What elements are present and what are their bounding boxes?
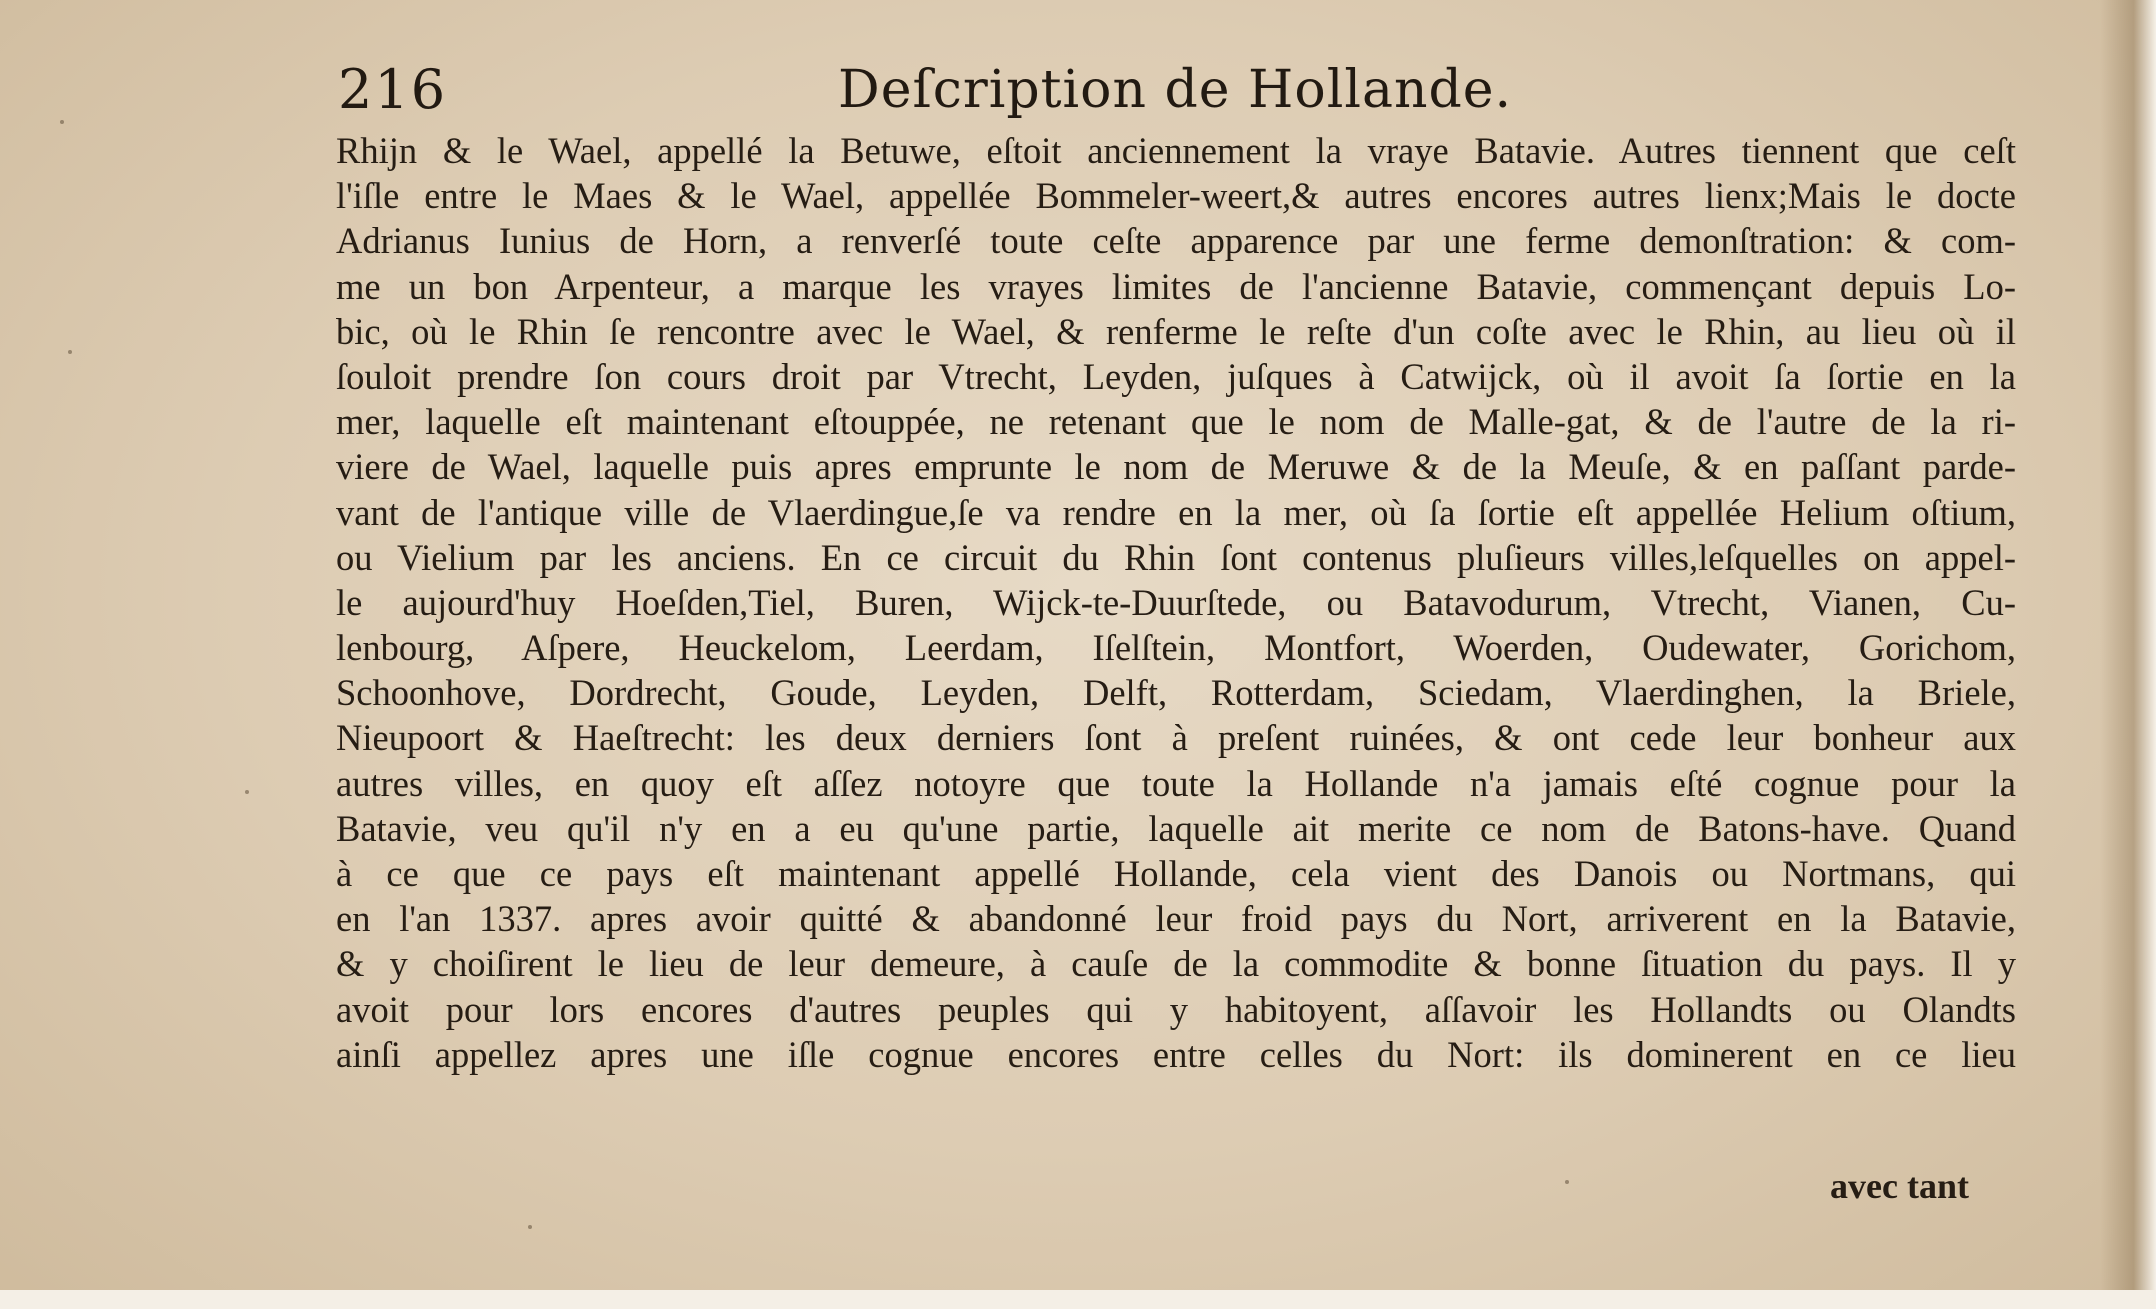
paper-speck [528,1225,532,1229]
body-text [336,128,2016,1077]
paper-speck [1565,1180,1569,1184]
text-line: bic, où le Rhin ſe rencontre avec le Wael, & renferme le reſte d'un coſte avec le Rhin, au lieu où il [336,310,2016,352]
text-line: viere de Wael, laquelle puis apres emprunte le nom de Meruwe & de la Meuſe, & en paſſant parde- [336,446,2016,488]
text-line: le aujourd'huy Hoeſden,Tiel, Buren, Wijck-te-Duurſtede, ou Batavodurum, Vtrecht, Vianen, Cu- [336,581,2016,623]
text-line: ſouloit prendre ſon cours droit par Vtrecht, Leyden, juſques à Catwijck, où il avoit ſa ſortie en la [336,355,2016,397]
page-number: 216 [338,58,448,121]
text-line: Schoonhove, Dordrecht, Goude, Leyden, Delft, Rotterdam, Sciedam, Vlaerdinghen, la Briele, [336,672,2016,714]
text-line: vant de l'antique ville de Vlaerdingue,ſe va rendre en la mer, où ſa ſortie eſt appellée Helium oſtium, [336,491,2016,533]
text-line: Nieupoort & Haeſtrecht: les deux derniers ſont à preſent ruinées, & ont cede leur bonheur aux [336,717,2016,759]
text-line: à ce que ce pays eſt maintenant appellé Hollande, cela vient des Danois ou Nortmans, qui [336,853,2016,894]
paper-speck [245,790,249,794]
text-line: mer, laquelle eſt maintenant eſtouppée, ne retenant que le nom de Malle-gat, & de l'autre de la ri- [336,401,2016,443]
text-line: Rhijn & le Wael, appellé la Betuwe, eſtoit anciennement la vraye Batavie. Autres tiennent que ceſt [336,130,2016,171]
text-line: me un bon Arpenteur, a marque les vrayes limites de l'ancienne Batavie, commençant depuis Lo- [336,265,2016,307]
text-line: en l'an 1337. apres avoir quitté & abandonné leur froid pays du Nort, arriverent en la Batavie, [336,898,2016,940]
running-title: Deſcription de Hollande. [838,60,1513,120]
text-line: Batavie, veu qu'il n'y en a eu qu'une partie, laquelle ait merite ce nom de Batons-have. Quand [336,807,2016,849]
text-line: ou Vielium par les anciens. En ce circuit du Rhin ſont contenus pluſieurs villes,leſquelles on appel- [336,536,2016,578]
paper-speck [68,350,72,354]
text-line: lenbourg, Aſpere, Heuckelom, Leerdam, Iſelſtein, Montfort, Woerden, Oudewater, Gorichom, [336,627,2016,669]
text-line: & y choiſirent le lieu de leur demeure, à cauſe de la commodite & bonne ſituation du pays. Il y [336,943,2016,985]
catchword: avec tant [1830,1166,1969,1206]
text-line: Adrianus Iunius de Horn, a renverſé toute ceſte apparence par une ferme demonſtration: & com- [336,220,2016,262]
page-edge-shadow [2100,0,2156,1309]
text-line: avoit pour lors encores d'autres peuples qui y habitoyent, aſſavoir les Hollandts ou Olandts [336,988,2016,1030]
paper-speck [60,120,64,124]
text-line: autres villes, en quoy eſt aſſez notoyre que toute la Hollande n'a jamais eſté cognue pour la [336,762,2016,804]
page-bottom-edge [0,1290,2156,1309]
text-line: ainſi appellez apres une iſle cognue encores entre celles du Nort: ils dominerent en ce lieu [336,1033,2016,1075]
text-line: l'iſle entre le Maes & le Wael, appellée Bommeler-weert,& autres encores autres lienx;Mais le docte [336,175,2016,217]
